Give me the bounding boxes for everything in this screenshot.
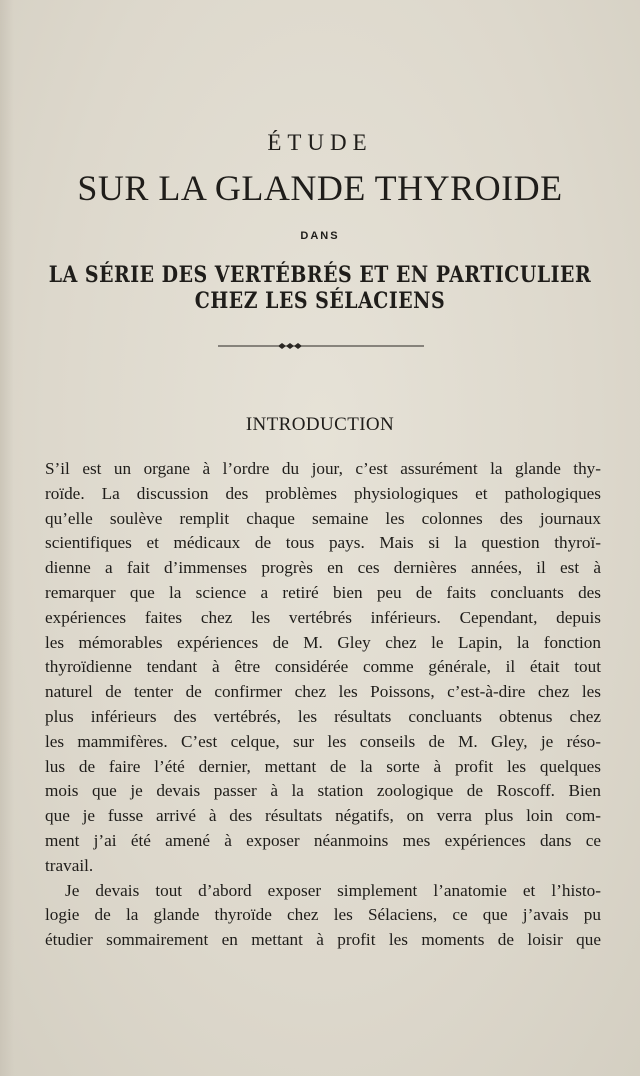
text-line: thyroïdienne tendant à être considérée comme générale, il était tout <box>45 657 601 677</box>
text-line: travail. <box>45 855 94 875</box>
ornamental-divider <box>218 340 424 352</box>
text-line: naturel de tenter de confirmer chez les Poissons, c’est-à-dire chez les <box>45 682 601 702</box>
text-line: dienne a fait d’immenses progrès en ces dernières années, il est à <box>45 558 601 578</box>
text-line: étudier sommairement en mettant à profit les moments de loisir que <box>45 930 601 950</box>
text-line: S’il est un organe à l’ordre du jour, c’est assurément la glande thy- <box>45 459 601 478</box>
body-text <box>45 457 601 953</box>
section-heading: INTRODUCTION <box>245 414 395 435</box>
title-kicker: ÉTUDE <box>267 130 373 155</box>
text-line: plus inférieurs des vertébrés, les résultats concluants obtenus chez <box>45 706 601 726</box>
title-connector: DANS <box>300 230 340 242</box>
text-line: remarquer que la science a retiré bien peu de faits concluants des <box>45 582 601 602</box>
page-edge-shadow <box>0 0 14 1076</box>
text-line: scientifiques et médicaux de tous pays. Mais si la question thyroï- <box>45 533 601 553</box>
text-line: mois que je devais passer à la station zoologique de Roscoff. Bien <box>45 781 601 801</box>
text-line: logie de la glande thyroïde chez les Sélaciens, ce que j’avais pu <box>45 905 601 925</box>
text-line: Je devais tout d’abord exposer simplement l’anatomie et l’histo- <box>65 880 601 900</box>
subtitle: LA SÉRIE DES VERTÉBRÉS ET EN PARTICULIER CHEZ LES SÉLACIENS <box>48 262 592 314</box>
text-line: roïde. La discussion des problèmes physiologiques et pathologiques <box>45 483 601 503</box>
text-line: les mammifères. C’est celque, sur les conseils de M. Gley, je réso- <box>45 731 601 751</box>
text-line: les mémorables expériences de M. Gley chez le Lapin, la fonction <box>45 632 601 652</box>
main-title: SUR LA GLANDE THYROIDE <box>77 168 563 208</box>
text-line: que je fusse arrivé à des résultats négatifs, on verra plus loin com- <box>45 806 601 826</box>
text-line: lus de faire l’été dernier, mettant de la sorte à profit les quelques <box>45 756 601 776</box>
text-line: ment j’ai été amené à exposer néanmoins mes expériences dans ce <box>45 830 601 850</box>
text-line: qu’elle soulève remplit chaque semaine les colonnes des journaux <box>45 508 601 528</box>
text-line: expériences faites chez les vertébrés inférieurs. Cependant, depuis <box>45 607 601 627</box>
